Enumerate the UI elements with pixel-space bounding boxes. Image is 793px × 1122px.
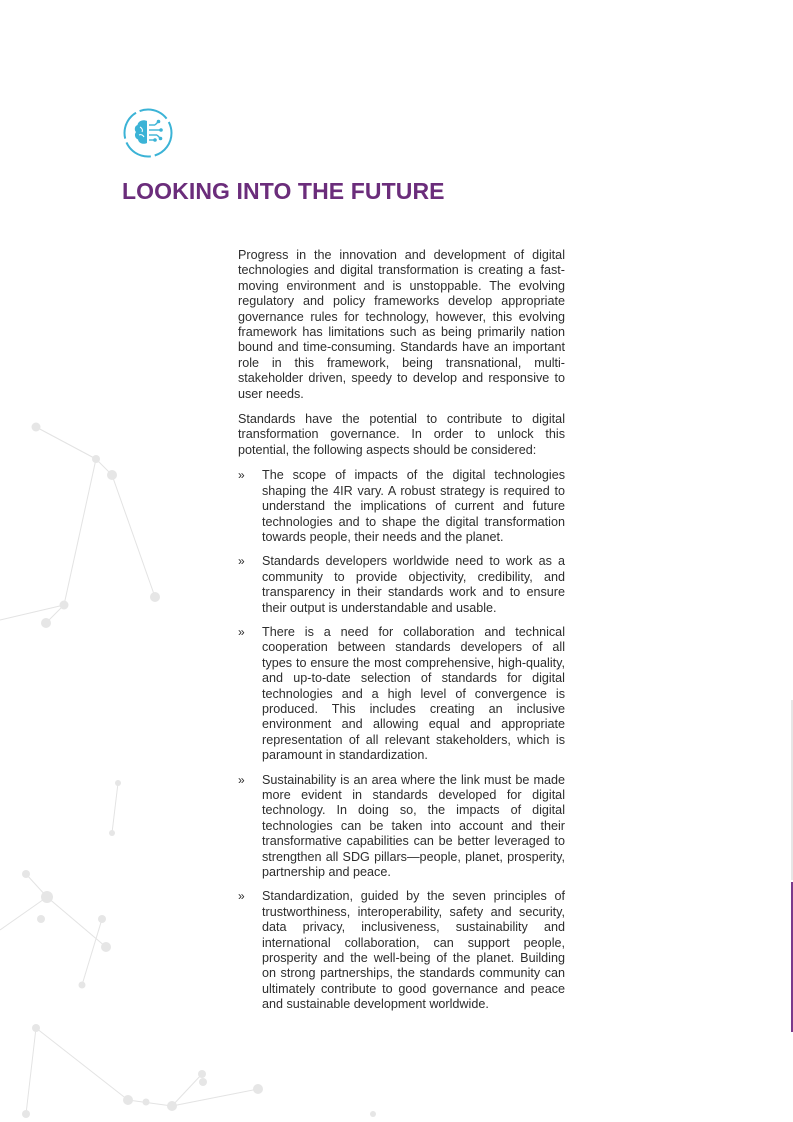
list-item xyxy=(238,773,565,881)
list-item-text: Standardization, guided by the seven principles of trustworthiness, interoperability, safety and security, data privacy, inclusiveness, sustainability and international collaboration, can support people, prosperity and the well-being of the planet. Building on strong partnerships, the standards community can ultimately contribute to good governance and peace and sustainable development worldwide. xyxy=(262,889,565,1012)
bullet-marker: » xyxy=(238,624,245,639)
considerations-list xyxy=(238,468,565,1012)
list-item-text: There is a need for collaboration and technical cooperation between standards developers of all types to ensure the most comprehensive, high-quality, and up-to-date selection of standards for digital technologies and a high level of convergence is produced. This includes creating an inclusive environment and allowing equal and appropriate representation of all relevant stakeholders, which is paramount in standardization. xyxy=(262,624,565,763)
list-item xyxy=(238,625,565,764)
bullet-marker: » xyxy=(238,468,245,483)
lead-paragraph: Standards have the potential to contribute to digital transformation governance. In order to unlock this potential, the following aspects should be considered: xyxy=(238,412,565,457)
brain-circuit-icon xyxy=(122,107,174,159)
page-title: LOOKING INTO THE FUTURE xyxy=(122,178,445,204)
body-content xyxy=(238,248,565,1022)
list-item xyxy=(238,554,565,616)
intro-paragraph: Progress in the innovation and development of digital technologies and digital transformation is creating a fast-moving environment and is unstoppable. The evolving regulatory and policy frameworks develop appropriate governance rules for technology, however, this evolving framework has limitations such as being primarily nation bound and time-consuming. Standards have an important role in this framework, being transnational, multi-stakeholder driven, speedy to develop and responsive to user needs. xyxy=(238,248,565,401)
bullet-marker: » xyxy=(238,889,245,904)
list-item-text: Sustainability is an area where the link must be made more evident in standards developed for digital technology. In doing so, the impacts of digital technologies can be taken into account and their transformative capabilities can be better leveraged to strengthen all SDG pillars—people, planet, prosperity, partnership and peace. xyxy=(262,772,565,880)
list-item-text: The scope of impacts of the digital technologies shaping the 4IR vary. A robust strategy is required to understand the implications of current and future technologies and to shape the digital transformation towards people, their needs and the planet. xyxy=(262,468,565,544)
list-item xyxy=(238,468,565,545)
bullet-marker: » xyxy=(238,554,245,569)
bullet-marker: » xyxy=(238,772,245,787)
list-item xyxy=(238,889,565,1012)
list-item-text: Standards developers worldwide need to work as a community to provide objectivity, credibility, and transparency in their standards work and to ensure their output is understandable and usable. xyxy=(262,554,565,615)
